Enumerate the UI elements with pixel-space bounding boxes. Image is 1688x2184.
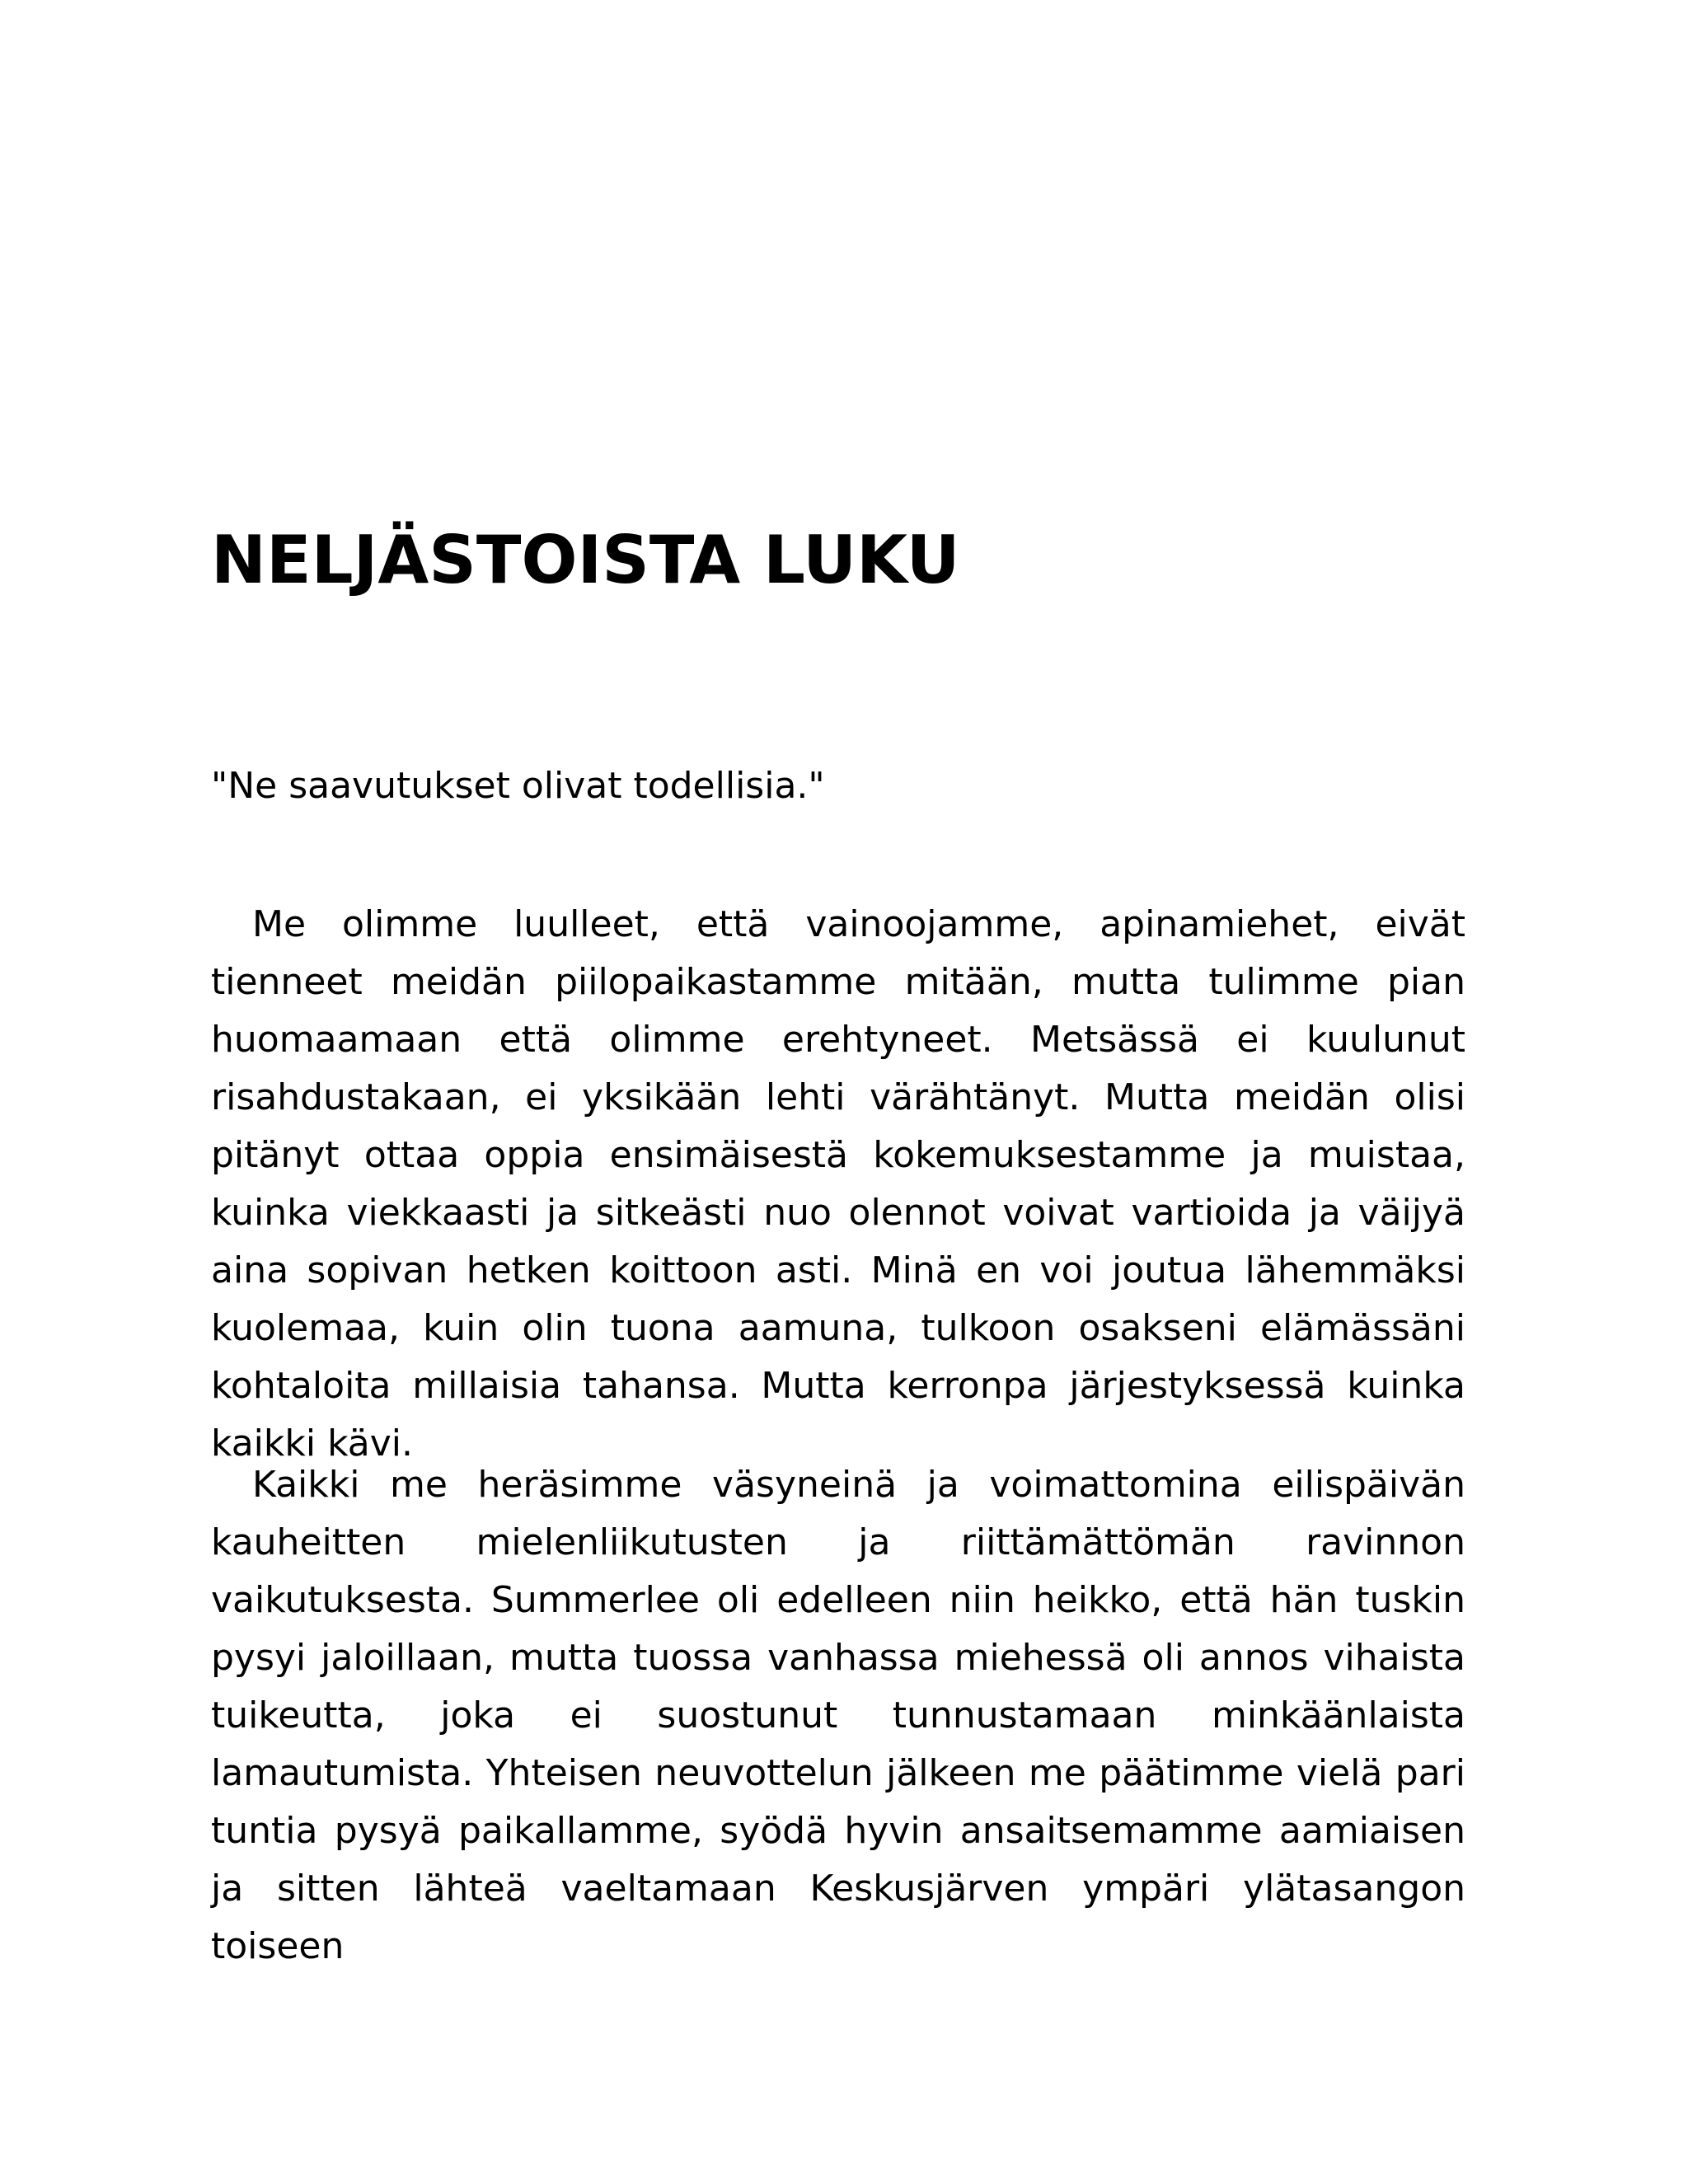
epigraph: "Ne saavutukset olivat todellisia." (211, 765, 825, 807)
paragraph: Me olimme luulleet, että vainoojamme, apinamiehet, eivät tienneet meidän piilopaikastamme mitään, mutta tulimme pian huomaamaan että olimme erehtyneet. Metsässä ei kuulunut risahdustakaan, ei yksikään lehti värähtänyt. Mutta meidän olisi pitänyt ottaa oppia ensimäisestä kokemuksestamme ja muistaa, kuinka viekkaasti ja sitkeästi nuo olennot voivat vartioida ja väijyä aina sopivan hetken koittoon asti. Minä en voi joutua lähemmäksi kuolemaa, kuin olin tuona aamuna, tulkoon osakseni elämässäni kohtaloita millaisia tahansa. Mutta kerronpa järjestyksessä kuinka kaikki kävi. (211, 903, 1465, 1465)
paragraph: Kaikki me heräsimme väsyneinä ja voimattomina eilispäivän kauheitten mielenliikutusten ja riittämättömän ravinnon vaikutuksesta. Summerlee oli edelleen niin heikko, että hän tuskin pysyi jaloillaan, mutta tuossa vanhassa miehessä oli annos vihaista tuikeutta, joka ei suostunut tunnustamaan minkäänlaista lamautumista. Yhteisen neuvottelun jälkeen me päätimme vielä pari tuntia pysyä paikallamme, syödä hyvin ansaitsemamme aamiaisen ja sitten lähteä vaeltamaan Keskusjärven ympäri ylätasangon toiseen (211, 1464, 1465, 1967)
chapter-title: NELJÄSTOISTA LUKU (211, 522, 960, 598)
book-page (211, 0, 1465, 2184)
